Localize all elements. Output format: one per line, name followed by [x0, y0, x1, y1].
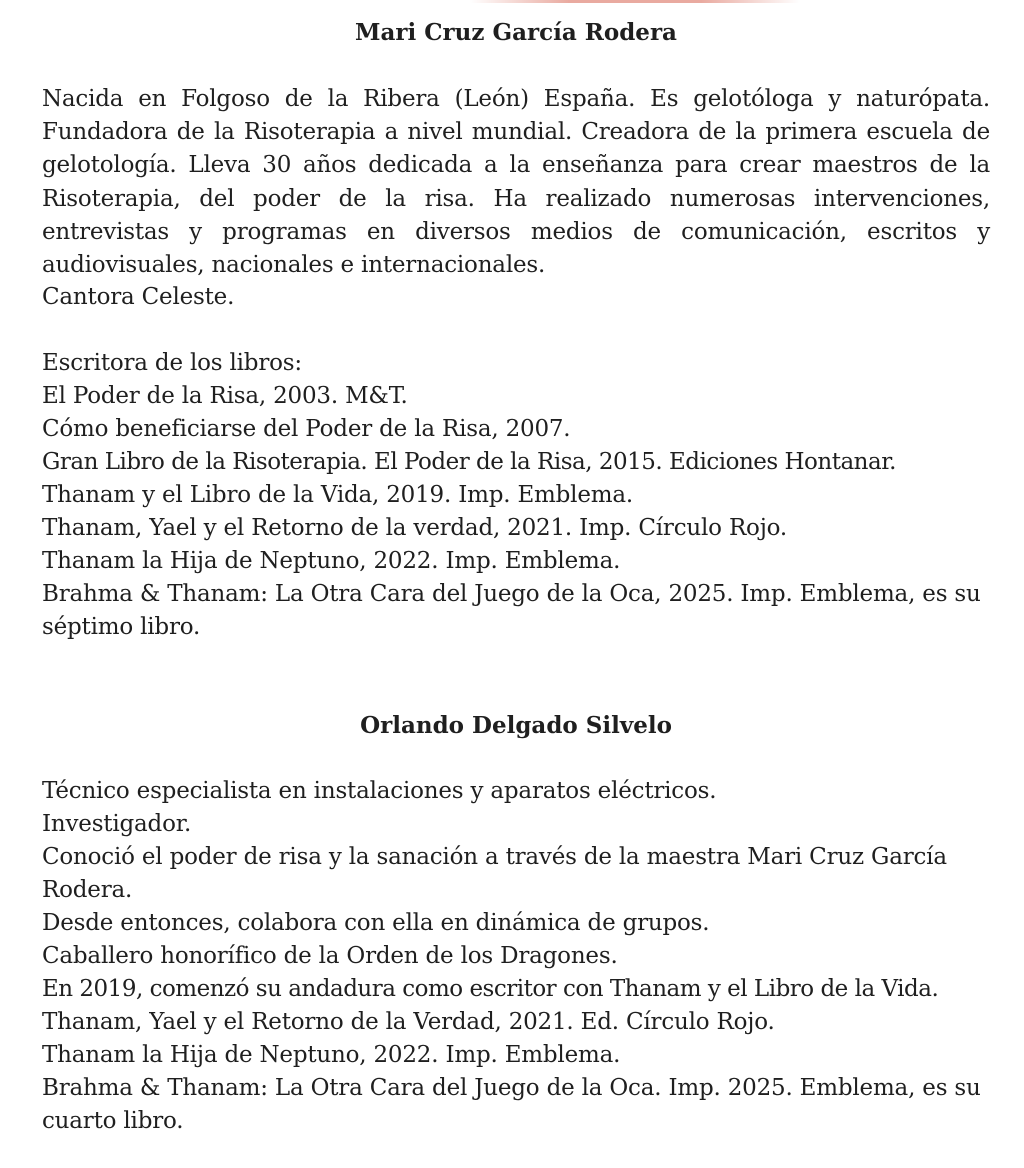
- top-accent-line: [470, 0, 800, 3]
- author1-book-6: Thanam la Hija de Neptuno, 2022. Imp. Emblema.: [42, 548, 621, 574]
- author1-books-heading: Escritora de los libros:: [42, 350, 302, 376]
- author2-name: Orlando Delgado Silvelo: [360, 712, 672, 739]
- author1-name: Mari Cruz García Rodera: [355, 19, 677, 46]
- author2-line-2: Investigador.: [42, 811, 192, 837]
- author2-line-7: Thanam, Yael y el Retorno de la Verdad, 2021. Ed. Círculo Rojo.: [42, 1009, 775, 1035]
- author1-book-1: El Poder de la Risa, 2003. M&T.: [42, 383, 408, 409]
- author2-line-4: Desde entonces, colabora con ella en dinámica de grupos.: [42, 910, 710, 936]
- author2-line-3: Conoció el poder de risa y la sanación a través de la maestra Mari Cruz García Rodera.: [42, 844, 947, 904]
- author1-book-7: Brahma & Thanam: La Otra Cara del Juego de la Oca, 2025. Imp. Emblema, es su séptimo libro.: [42, 581, 981, 641]
- author1-book-4: Thanam y el Libro de la Vida, 2019. Imp. Emblema.: [42, 482, 633, 508]
- author2-line-5: Caballero honorífico de la Orden de los Dragones.: [42, 943, 618, 969]
- author1-title-line: Cantora Celeste.: [42, 284, 235, 310]
- author1-book-3: Gran Libro de la Risoterapia. El Poder de la Risa, 2015. Ediciones Hontanar.: [42, 449, 896, 475]
- author2-line-8: Thanam la Hija de Neptuno, 2022. Imp. Emblema.: [42, 1042, 621, 1068]
- author1-book-2: Cómo beneficiarse del Poder de la Risa, 2007.: [42, 416, 571, 442]
- author2-line-1: Técnico especialista en instalaciones y aparatos eléctricos.: [42, 778, 717, 804]
- author1-book-5: Thanam, Yael y el Retorno de la verdad, 2021. Imp. Círculo Rojo.: [42, 515, 787, 541]
- author1-bio: Nacida en Folgoso de la Ribera (León) España. Es gelotóloga y naturópata. Fundadora de la Risoterapia a nivel mundial. Creadora de la primera escuela de gelotología. Lleva 30 años dedicada a la enseñanza para crear maestros de la Risoterapia, del poder de la risa. Ha realizado numerosas intervenciones, entrevistas y programas en diversos medios de comunicación, escritos y audiovisuales, nacionales e internacionales.: [42, 86, 990, 279]
- author2-line-9: Brahma & Thanam: La Otra Cara del Juego de la Oca. Imp. 2025. Emblema, es su cuarto libro.: [42, 1075, 981, 1135]
- author2-line-6: En 2019, comenzó su andadura como escritor con Thanam y el Libro de la Vida.: [42, 976, 939, 1002]
